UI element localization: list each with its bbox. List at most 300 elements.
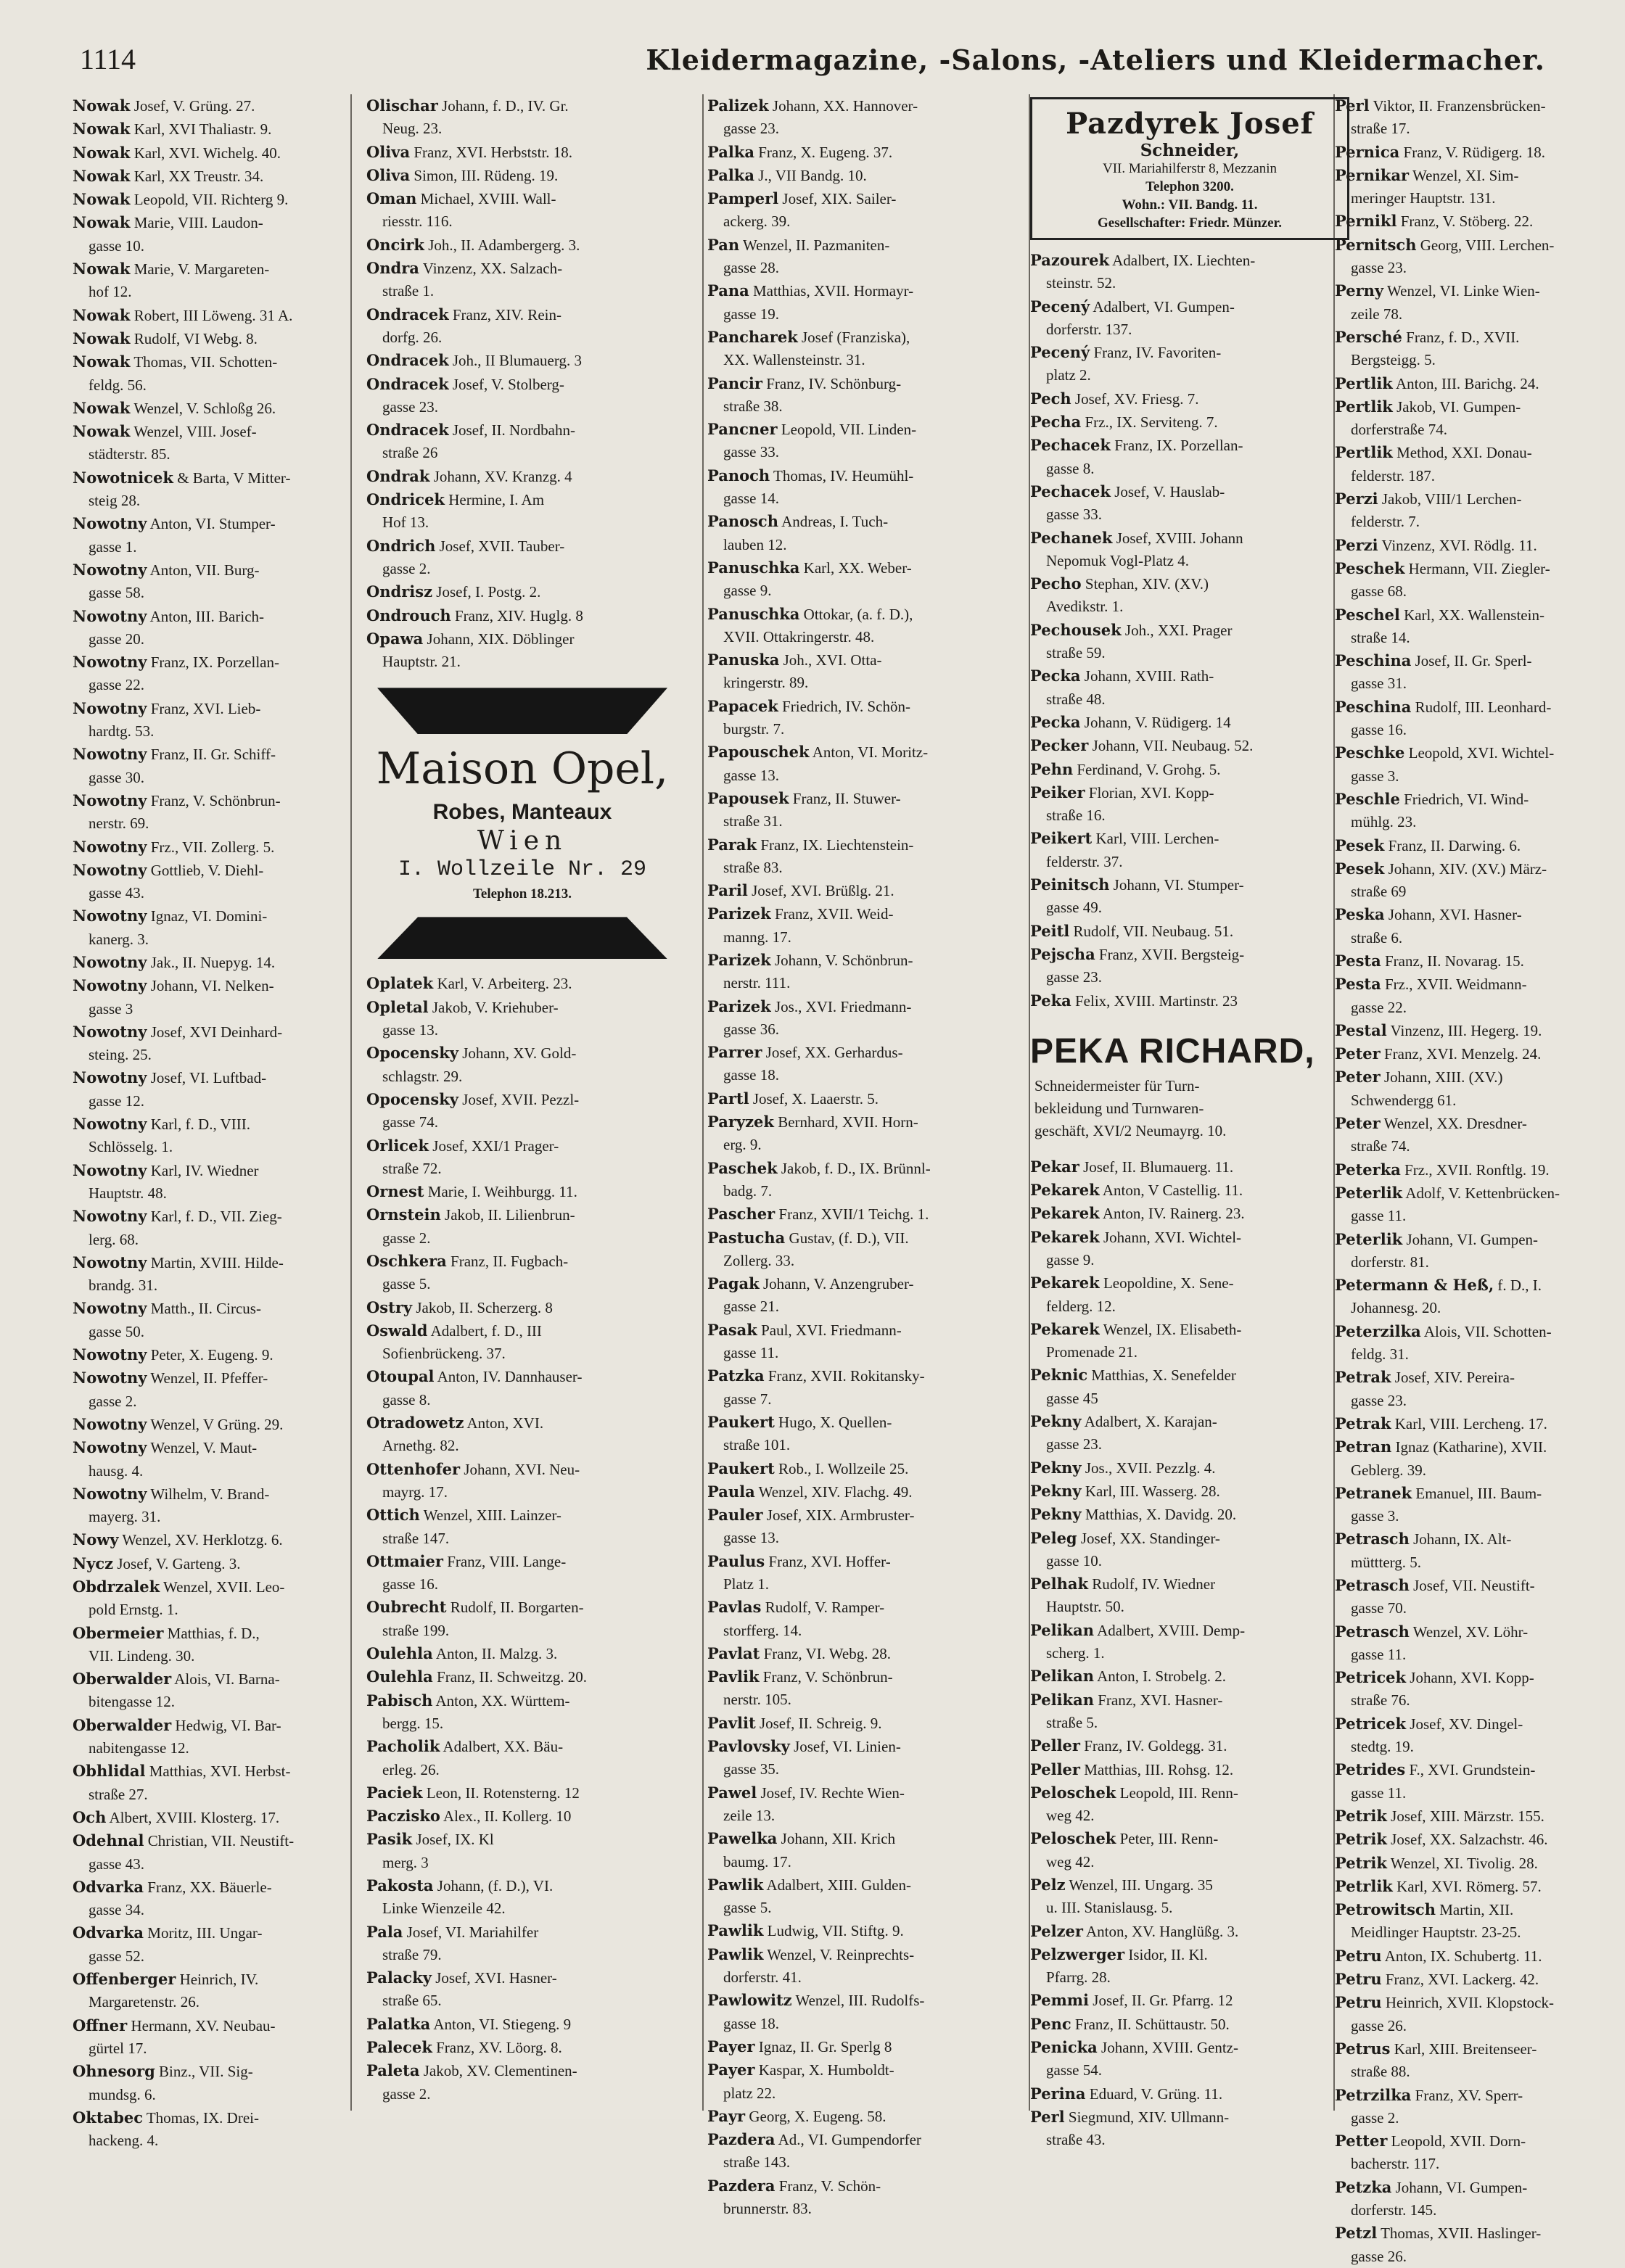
entry-address-continuation: Platz 1.: [723, 1575, 769, 1593]
entry-address-continuation: dorferstr. 137.: [1046, 320, 1132, 338]
entry-address: Ignaz, VI. Domini-: [150, 907, 268, 925]
entry-address-continuation: gasse 23.: [723, 120, 779, 138]
directory-entry: [1335, 1019, 1625, 1042]
entry-address: Josef, VII. Neustift-: [1413, 1577, 1535, 1594]
entry-address: Johann, XVIII. Gentz-: [1101, 2039, 1238, 2057]
entry-address: Heinrich, XVII. Klopstock-: [1385, 1994, 1554, 2012]
directory-entry: [1335, 326, 1625, 372]
directory-entry: [1335, 279, 1625, 326]
entry-address: Franz, V. Stöberg. 22.: [1400, 213, 1534, 231]
ad-address: VII. Mariahilferstr 8, Mezzanin: [1102, 161, 1278, 176]
entry-surname: Peinitsch: [1030, 875, 1110, 894]
entry-address-continuation: gasse 26.: [1351, 2016, 1407, 2034]
entry-surname: Pejscha: [1030, 944, 1095, 963]
directory-entry: [1335, 1758, 1625, 1805]
directory-entry: [707, 2174, 1027, 2221]
entry-address: Franz, VI. Webg. 28.: [763, 1644, 892, 1662]
entry-address: Frz., VII. Zollerg. 5.: [150, 838, 275, 856]
entry-surname: Pekarek: [1030, 1319, 1100, 1338]
entry-address: Josef, II. Blumauerg. 11.: [1083, 1158, 1234, 1176]
directory-entry: [73, 951, 348, 974]
entry-address: Anton, III. Barich-: [149, 607, 265, 625]
entry-surname: Pauler: [707, 1506, 763, 1525]
entry-surname: Nycz: [73, 1554, 114, 1572]
entry-surname: Oliva: [366, 142, 411, 161]
entry-surname: Pechanek: [1030, 528, 1113, 547]
entry-surname: Palka: [707, 165, 754, 184]
directory-entry: [1030, 527, 1349, 573]
entry-surname: Pehn: [1030, 759, 1074, 778]
directory-entry: [1030, 619, 1349, 665]
entry-address-continuation: burgstr. 7.: [723, 720, 785, 738]
entry-address: Franz, XVI. Hoffer-: [768, 1552, 891, 1570]
entry-surname: Nowak: [73, 166, 131, 185]
entry-address: Franz, XX. Bäuerle-: [147, 1878, 272, 1896]
entry-address: Karl, IV. Wiedner: [150, 1161, 259, 1179]
directory-entry: [1335, 1666, 1625, 1712]
directory-entry: [1335, 441, 1625, 487]
entry-surname: Nowak: [73, 120, 131, 139]
entry-surname: Opocensky: [366, 1044, 458, 1063]
entry-surname: Oliva: [366, 165, 411, 184]
entry-address-continuation: straße 5.: [1046, 1713, 1098, 1731]
entry-address-continuation: straße 88.: [1351, 2063, 1410, 2081]
directory-entry: [707, 418, 1027, 464]
entry-surname: Peiker: [1030, 783, 1085, 801]
entry-surname: Nowotny: [73, 1207, 147, 1226]
ad-black-banner-top: [377, 688, 667, 734]
entry-address: Rudolf, IV. Wiedner: [1092, 1575, 1216, 1593]
entry-address: Josef, II. Nordbahn-: [452, 421, 575, 440]
entry-address: Rob., I. Wollzeile 25.: [778, 1459, 909, 1477]
entry-surname: Pawelka: [707, 1829, 778, 1848]
entry-address: Josef, IX. Kl: [416, 1831, 494, 1849]
entry-address: Robert, III Löweng. 31 A.: [133, 306, 293, 324]
entry-surname: Panosch: [707, 512, 778, 531]
entry-address: Josef, VI. Luftbad-: [150, 1069, 267, 1087]
directory-entry: [73, 188, 348, 211]
entry-surname: Nowotny: [73, 698, 147, 717]
entry-address: Alois, VII. Schotten-: [1423, 1322, 1552, 1340]
directory-entry: [1335, 1968, 1625, 1991]
entry-surname: Nowotny: [73, 606, 147, 625]
directory-entry: [73, 2106, 348, 2153]
entry-surname: Pecka: [1030, 712, 1081, 731]
entry-surname: Petrasch: [1335, 1530, 1410, 1549]
directory-entry: [1030, 572, 1349, 619]
entry-address: Frz., XVII. Ronftlg. 19.: [1404, 1160, 1550, 1179]
entry-address: Joh., XXI. Prager: [1124, 621, 1233, 639]
entry-surname: Pavlovsky: [707, 1737, 790, 1756]
entry-address: Alois, VI. Barna-: [174, 1670, 280, 1688]
directory-entry: [1335, 1482, 1625, 1528]
entry-address: Franz, IV. Goldegg. 31.: [1084, 1737, 1227, 1755]
entry-address: Franz, XV. Sperr-: [1415, 2086, 1523, 2104]
directory-entry: [1335, 788, 1625, 834]
directory-entry: [73, 141, 348, 165]
entry-surname: Nowotny: [73, 560, 147, 579]
directory-entry: [366, 141, 678, 164]
directory-entry: [707, 1596, 1027, 1642]
directory-column-4: [1030, 94, 1349, 2149]
entry-surname: Oplatek: [366, 974, 434, 993]
entry-address-continuation: gasse 22.: [89, 676, 144, 694]
entry-address: Franz, VIII. Lange-: [447, 1552, 567, 1570]
entry-address-continuation: dorferstr. 81.: [1351, 1253, 1429, 1271]
entry-surname: Oubrecht: [366, 1598, 447, 1617]
entry-address: Emanuel, III. Baum-: [1415, 1484, 1542, 1502]
entry-address: Wenzel, II. Pfeffer-: [150, 1369, 268, 1387]
entry-address: Matthias, f. D.,: [167, 1624, 260, 1642]
entry-address-continuation: gasse 2.: [382, 1229, 431, 1247]
entry-address: Wenzel, V. Schloßg 26.: [133, 399, 276, 417]
entry-surname: Oberwalder: [73, 1715, 172, 1734]
entry-surname: Ottich: [366, 1506, 420, 1525]
entry-address-continuation: gasse 43.: [89, 1855, 144, 1873]
entry-address: Franz, IX. Porzellan-: [150, 653, 279, 672]
directory-entry: [707, 1550, 1027, 1596]
entry-surname: Peska: [1335, 905, 1385, 924]
entry-address: Michael, XVIII. Wall-: [420, 190, 556, 208]
directory-entry: [707, 1712, 1027, 1735]
entry-address-continuation: gasse 18.: [723, 2014, 779, 2032]
entry-surname: Nowotny: [73, 837, 147, 856]
directory-entry: [707, 1919, 1027, 1942]
directory-entry: [1030, 1873, 1349, 1920]
entry-address-continuation: straße 1.: [382, 282, 435, 300]
directory-entry: [1335, 94, 1625, 141]
entry-address: Josef, XXI/1 Prager-: [432, 1137, 559, 1155]
entry-address: Johann, VI. Gumpen-: [1395, 2178, 1528, 2196]
entry-address-continuation: straße 43.: [1046, 2131, 1106, 2149]
directory-entry: [1030, 1920, 1349, 1943]
entry-address-continuation: straße 65.: [382, 1992, 442, 2010]
directory-entry: [366, 1088, 678, 1134]
directory-entry: [366, 580, 678, 603]
entry-surname: Partl: [707, 1089, 749, 1108]
directory-entry: [366, 164, 678, 187]
entry-address-continuation: dorferstr. 41.: [723, 1968, 802, 1987]
directory-entry: [73, 1528, 348, 1551]
entry-address-continuation: Zollerg. 33.: [723, 1251, 795, 1269]
directory-entry: [366, 604, 678, 627]
directory-entry: [707, 141, 1027, 164]
entry-address-continuation: gasse 52.: [89, 1947, 144, 1965]
entry-address-continuation: nerstr. 105.: [723, 1691, 791, 1709]
entry-address: Christian, VII. Neustift-: [147, 1832, 295, 1850]
entry-surname: Paukert: [707, 1459, 775, 1477]
entry-surname: Papouschek: [707, 743, 810, 762]
directory-entry: [366, 1550, 678, 1596]
entry-surname: Oulehla: [366, 1644, 433, 1663]
entry-surname: Petermann & Heß,: [1335, 1276, 1494, 1295]
entry-address: Johann, XIII. (XV.): [1383, 1068, 1503, 1086]
directory-entry: [707, 94, 1027, 141]
entry-address: Johann, XVIII. Rath-: [1084, 667, 1214, 685]
entry-surname: Pawlik: [707, 1921, 764, 1940]
directory-entry: [707, 1989, 1027, 2035]
directory-entry: [73, 350, 348, 397]
entry-address: Johann, VII. Neubaug. 52.: [1092, 737, 1254, 755]
entry-address: Georg, X. Eugeng. 58.: [749, 2107, 886, 2125]
entry-address-continuation: gasse 21.: [723, 1298, 779, 1316]
entry-surname: Nowotny: [73, 791, 147, 809]
directory-entry: [707, 1364, 1027, 1411]
entry-address-continuation: Promenade 21.: [1046, 1343, 1138, 1361]
entry-surname: Penc: [1030, 2014, 1071, 2033]
entry-address: Wenzel, III. Rudolfs-: [795, 1992, 925, 2010]
directory-entry: [707, 1504, 1027, 1550]
entry-address-continuation: VII. Lindeng. 30.: [89, 1646, 195, 1665]
entry-surname: Petzka: [1335, 2177, 1392, 2196]
directory-entry: [1030, 1943, 1349, 1989]
entry-address: Paul, XVI. Friedmann-: [761, 1321, 902, 1339]
entry-surname: Peschke: [1335, 743, 1405, 762]
entry-address: Franz, XVII. Weid-: [774, 905, 894, 923]
entry-address: Franz, V. Rüdigerg. 18.: [1403, 143, 1545, 161]
entry-surname: Pesek: [1335, 836, 1385, 854]
directory-entry: [1030, 1410, 1349, 1456]
entry-address-continuation: Schlösselg. 1.: [89, 1138, 173, 1156]
directory-entry: [707, 2035, 1027, 2058]
directory-entry: [366, 1319, 678, 1366]
entry-address: Anton, II. Malzg. 3.: [435, 1645, 558, 1663]
entry-address-continuation: straße 101.: [723, 1436, 791, 1454]
directory-entry: [707, 187, 1027, 234]
directory-entry: [707, 1781, 1027, 1828]
directory-entry: [707, 279, 1027, 326]
directory-entry: [1030, 480, 1349, 527]
directory-entry: [366, 1596, 678, 1642]
entry-surname: Nowotny: [73, 653, 147, 672]
entry-surname: Pavlas: [707, 1598, 762, 1617]
entry-address: Florian, XVI. Kopp-: [1088, 783, 1214, 801]
entry-address: Josef, IV. Rechte Wien-: [760, 1784, 905, 1802]
entry-address-continuation: badg. 7.: [723, 1182, 773, 1200]
directory-entry: [1030, 1734, 1349, 1757]
entry-address: Josef, XVIII. Johann: [1116, 529, 1243, 547]
entry-address-continuation: gasse 13.: [723, 766, 779, 784]
directory-entry: [707, 1203, 1027, 1226]
entry-address: Rudolf, V. Ramper-: [765, 1599, 885, 1617]
entry-surname: Pamperl: [707, 189, 779, 208]
directory-entry: [1030, 664, 1349, 711]
entry-address-continuation: gasse 23.: [1046, 1435, 1102, 1453]
directory-entry: [73, 1436, 348, 1483]
entry-address: Hermann, XV. Neubau-: [131, 2016, 276, 2034]
directory-column-2: [366, 94, 678, 2111]
entry-surname: Peller: [1030, 1760, 1080, 1778]
ad-phone: Telephon 18.213.: [472, 886, 572, 902]
entry-address-continuation: Arnethg. 82.: [382, 1437, 459, 1455]
entry-address: Martin, XVIII. Hilde-: [150, 1253, 284, 1271]
entry-surname: Petricek: [1335, 1668, 1407, 1687]
entry-address: Josef, X. Laaerstr. 5.: [752, 1089, 879, 1108]
entry-address-continuation: baumg. 17.: [723, 1852, 791, 1871]
entry-surname: Oulehla: [366, 1667, 433, 1686]
entry-surname: Pana: [707, 281, 749, 300]
entry-address: Anton, I. Strobelg. 2.: [1097, 1667, 1226, 1686]
directory-entry: [73, 257, 348, 304]
entry-surname: Otoupal: [366, 1367, 435, 1386]
directory-entry: [73, 1366, 348, 1413]
entry-address-continuation: XVII. Ottakringerstr. 48.: [723, 627, 875, 646]
entry-address-continuation: Linke Wienzeile 42.: [382, 1900, 506, 1918]
entry-address: Anton, VI. Stumper-: [149, 515, 276, 533]
directory-entry: [73, 1552, 348, 1575]
directory-entry: [366, 418, 678, 465]
entry-address-continuation: gasse 22.: [1351, 998, 1407, 1016]
directory-entry: [73, 1483, 348, 1529]
directory-columns: [73, 94, 1560, 2265]
entry-address: Franz, XV. Löorg. 8.: [436, 2039, 562, 2057]
directory-entry: [1030, 989, 1349, 1013]
entry-address: Vinzenz, XVI. Rödlg. 11.: [1381, 536, 1537, 554]
entry-surname: Peller: [1030, 1736, 1080, 1755]
entry-surname: Pasik: [366, 1830, 413, 1849]
entry-surname: Pekny: [1030, 1458, 1082, 1477]
entry-surname: Pelikan: [1030, 1690, 1094, 1709]
directory-entry: [707, 1735, 1027, 1781]
entry-surname: Peterzilka: [1335, 1321, 1421, 1340]
ad-address: I. Wollzeile Nr. 29: [398, 857, 647, 883]
directory-entry: [1030, 2036, 1349, 2082]
entry-surname: Nowy: [73, 1530, 119, 1549]
entry-surname: Petzl: [1335, 2224, 1378, 2243]
entry-address-continuation: straße 26: [382, 444, 438, 462]
directory-entry: [73, 211, 348, 257]
entry-surname: Petrasch: [1335, 1622, 1410, 1641]
entry-address: Adalbert, X. Karajan-: [1084, 1413, 1217, 1431]
entry-address: Felix, XVIII. Martinstr. 23: [1075, 991, 1238, 1010]
entry-surname: Petru: [1335, 1970, 1382, 1989]
entry-surname: Perzi: [1335, 535, 1378, 554]
entry-address-continuation: gasse 2.: [382, 2085, 431, 2103]
directory-entry: [73, 1113, 348, 1159]
entry-address-continuation: dorfg. 26.: [382, 328, 443, 346]
directory-entry: [73, 304, 348, 327]
directory-entry: [73, 1159, 348, 1205]
entry-address-continuation: steinstr. 52.: [1046, 274, 1116, 292]
entry-address: Jakob, II. Lilienbrun-: [445, 1206, 575, 1224]
directory-entry: [73, 327, 348, 350]
entry-address-continuation: gasse 23.: [1351, 1391, 1407, 1409]
entry-address: Anton, VI. Stiegeng. 9: [433, 2015, 572, 2033]
entry-address: Josef, XVII. Tauber-: [439, 537, 565, 555]
entry-surname: Peter: [1335, 1068, 1381, 1086]
directory-entry: [1335, 949, 1625, 973]
entry-address: Anton, VII. Burg-: [149, 561, 260, 579]
entry-address-continuation: gasse 23.: [1351, 259, 1407, 277]
entry-surname: Petrides: [1335, 1760, 1406, 1779]
entry-surname: Pesta: [1335, 951, 1381, 970]
entry-address: Franz, II. Schüttaustr. 50.: [1074, 2015, 1230, 2033]
directory-entry: [73, 1020, 348, 1067]
entry-address: Jakob, VI. Gumpen-: [1396, 397, 1521, 416]
directory-entry: [707, 2105, 1027, 2128]
entry-surname: Obdrzalek: [73, 1578, 160, 1596]
entry-address-continuation: straße 143.: [723, 2153, 791, 2172]
entry-address: Karl, XVI Thaliastr. 9.: [133, 120, 272, 139]
entry-address: Josef, XVI. Hasner-: [435, 1969, 557, 1987]
entry-address: Franz, XVI. Menzelg. 24.: [1383, 1045, 1542, 1063]
entry-address-continuation: gasse 3: [89, 999, 133, 1018]
entry-address-continuation: gasse 9.: [723, 582, 772, 600]
directory-entry: [1335, 1112, 1625, 1158]
entry-surname: Pestal: [1335, 1020, 1387, 1039]
entry-surname: Offner: [73, 2016, 128, 2034]
entry-address: Matthias, X. Davidg. 20.: [1085, 1506, 1237, 1524]
entry-address: Franz, II. Fugbach-: [451, 1252, 569, 1270]
directory-entry: [707, 1157, 1027, 1203]
entry-surname: Paulus: [707, 1551, 765, 1570]
entry-address-continuation: straße 48.: [1046, 690, 1106, 708]
directory-entry: [1335, 1875, 1625, 1898]
entry-surname: Nowotny: [73, 860, 147, 879]
entry-address: Anton, IX. Schubertg. 11.: [1384, 1947, 1542, 1965]
entry-surname: Pasak: [707, 1320, 757, 1339]
directory-entry: [1030, 1480, 1349, 1503]
entry-address-continuation: mühlg. 23.: [1351, 813, 1417, 831]
entry-address-continuation: hardtg. 53.: [89, 722, 155, 741]
entry-address-continuation: mundsg. 6.: [89, 2085, 156, 2103]
entry-address: Adalbert, XVIII. Demp-: [1097, 1621, 1246, 1639]
entry-address-continuation: zeile 78.: [1351, 305, 1403, 323]
entry-address-continuation: Pfarrg. 28.: [1046, 1968, 1111, 1987]
directory-entry: [366, 1689, 678, 1736]
directory-entry: [1335, 649, 1625, 696]
entry-address: Franz, XIV. Huglg. 8: [454, 606, 583, 624]
entry-address: Gustav, (f. D.), VII.: [789, 1229, 909, 1247]
entry-address-continuation: felderstr. 187.: [1351, 466, 1436, 484]
entry-address: Josef, XIII. Märzstr. 155.: [1391, 1807, 1544, 1825]
entry-address-continuation: gasse 10.: [1046, 1551, 1102, 1570]
directory-entry: [1030, 1503, 1349, 1526]
entry-surname: Pecha: [1030, 413, 1082, 432]
directory-entry: [707, 326, 1027, 372]
directory-entry: [707, 879, 1027, 902]
directory-entry: [1030, 781, 1349, 828]
entry-address: Johann, VI. Stumper-: [1113, 876, 1244, 894]
directory-entry: [73, 466, 348, 513]
entry-surname: Nowak: [73, 305, 131, 324]
entry-address-continuation: ackerg. 39.: [723, 213, 791, 231]
entry-address-continuation: gasse 74.: [382, 1113, 438, 1131]
directory-entry: [1030, 1781, 1349, 1828]
entry-address-continuation: gasse 3.: [1351, 767, 1399, 785]
entry-address-continuation: straße 17.: [1351, 120, 1410, 138]
entry-surname: Peitl: [1030, 921, 1070, 940]
entry-surname: Pekny: [1030, 1505, 1082, 1524]
entry-surname: Pavlik: [707, 1667, 760, 1686]
entry-surname: Ondrak: [366, 466, 430, 485]
directory-entry: [73, 1760, 348, 1806]
entry-address: Peter, X. Eugeng. 9.: [150, 1346, 273, 1364]
entry-surname: Nowak: [73, 329, 131, 347]
entry-surname: Odehnal: [73, 1831, 144, 1850]
entry-address-continuation: gasse 35.: [723, 1760, 779, 1778]
entry-address-continuation: gasse 68.: [1351, 582, 1407, 601]
directory-entry: [73, 743, 348, 789]
ad-black-banner-bottom: [377, 917, 667, 959]
directory-entry: [1335, 1435, 1625, 1482]
entry-address-continuation: bitengasse 12.: [89, 1693, 175, 1711]
entry-surname: Pekarek: [1030, 1204, 1100, 1223]
directory-entry: [1030, 1665, 1349, 1688]
entry-surname: Penicka: [1030, 2038, 1098, 2057]
entry-address-continuation: straße 27.: [89, 1785, 148, 1803]
entry-address-continuation: XX. Wallensteinstr. 31.: [723, 351, 865, 369]
